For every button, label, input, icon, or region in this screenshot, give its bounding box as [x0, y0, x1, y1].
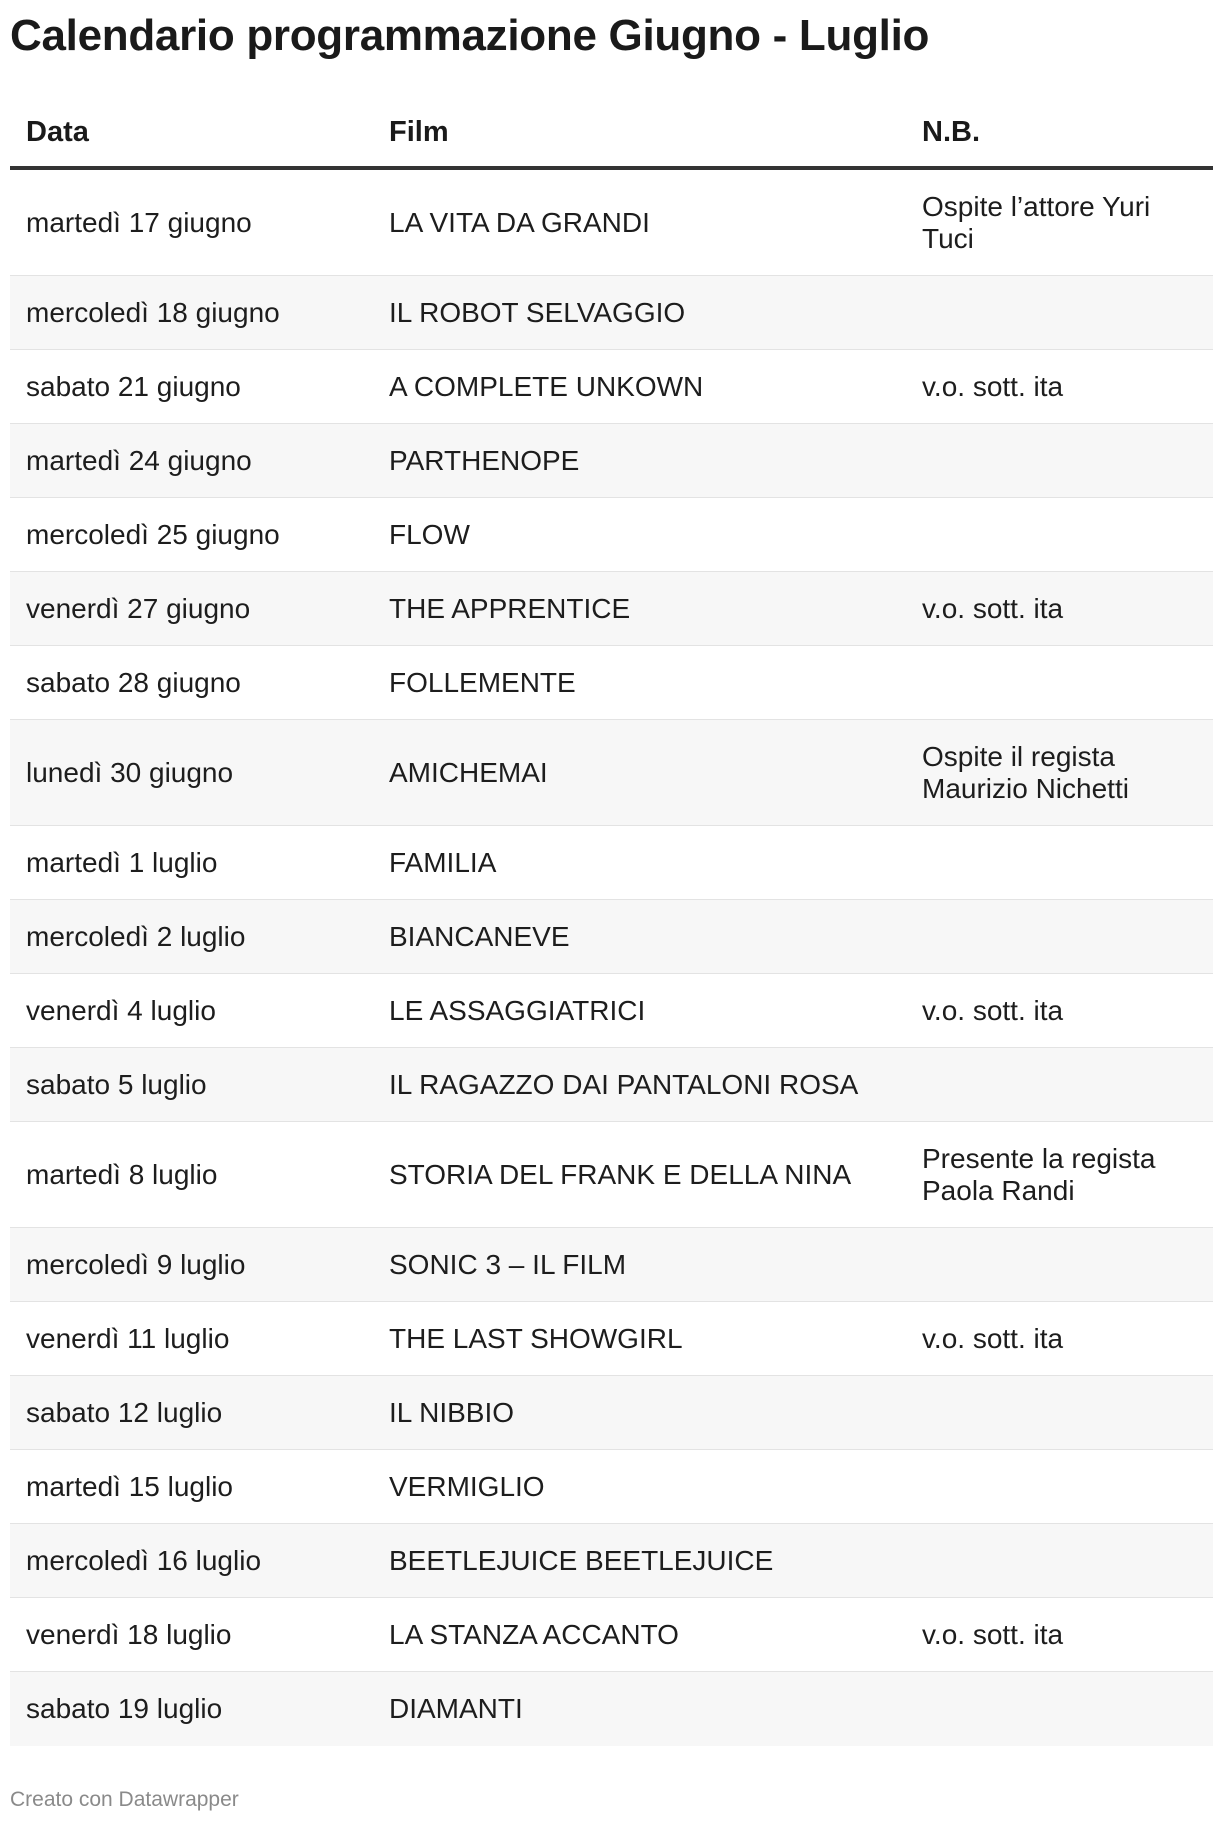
table-row — [10, 1672, 1213, 1746]
cell-nb: v.o. sott. ita — [922, 592, 1064, 624]
schedule-table — [10, 98, 1213, 1746]
cell-film: THE APPRENTICE — [389, 592, 631, 624]
table-row — [10, 1524, 1213, 1598]
cell-film: FAMILIA — [389, 846, 497, 878]
cell-date: mercoledì 16 luglio — [26, 1544, 262, 1576]
cell-date: venerdì 4 luglio — [26, 994, 216, 1026]
page-title: Calendario programmazione Giugno - Luglio — [10, 11, 930, 60]
table-row — [10, 1228, 1213, 1302]
table-row — [10, 1302, 1213, 1376]
table-row — [10, 646, 1213, 720]
table-row — [10, 1048, 1213, 1122]
table-header — [10, 98, 1213, 170]
cell-film: IL NIBBIO — [389, 1396, 515, 1428]
header-nb[interactable]: N.B. — [922, 115, 980, 148]
table-row — [10, 276, 1213, 350]
cell-date: sabato 5 luglio — [26, 1068, 207, 1100]
table-row — [10, 720, 1213, 826]
table-row — [10, 572, 1213, 646]
cell-film: A COMPLETE UNKOWN — [389, 370, 704, 402]
cell-date: sabato 21 giugno — [26, 370, 241, 402]
cell-date: mercoledì 2 luglio — [26, 920, 246, 952]
table-row — [10, 900, 1213, 974]
cell-date: martedì 1 luglio — [26, 846, 218, 878]
cell-date: sabato 19 luglio — [26, 1693, 223, 1724]
cell-date: venerdì 18 luglio — [26, 1618, 232, 1650]
cell-date: venerdì 27 giugno — [26, 592, 251, 624]
cell-film: LA VITA DA GRANDI — [389, 206, 650, 238]
table-row — [10, 350, 1213, 424]
cell-film: IL RAGAZZO DAI PANTALONI ROSA — [389, 1068, 859, 1100]
cell-date: mercoledì 9 luglio — [26, 1248, 246, 1280]
cell-film: LE ASSAGGIATRICI — [389, 994, 646, 1026]
table-row — [10, 1122, 1213, 1228]
cell-film: VERMIGLIO — [389, 1470, 545, 1502]
cell-date: venerdì 11 luglio — [26, 1322, 230, 1354]
table-row — [10, 1450, 1213, 1524]
cell-film: IL ROBOT SELVAGGIO — [389, 296, 686, 328]
cell-film: FOLLEMENTE — [389, 666, 576, 698]
cell-film: PARTHENOPE — [389, 444, 580, 476]
cell-nb: Ospite il regista Maurizio Nichetti — [922, 740, 1129, 804]
cell-date: martedì 8 luglio — [26, 1158, 218, 1190]
cell-film: THE LAST SHOWGIRL — [389, 1322, 683, 1354]
footer-credit: Creato con Datawrapper — [10, 1788, 239, 1811]
cell-date: mercoledì 25 giugno — [26, 518, 280, 550]
cell-nb: v.o. sott. ita — [922, 1322, 1064, 1354]
table-row — [10, 1598, 1213, 1672]
table-row — [10, 974, 1213, 1048]
cell-date: martedì 24 giugno — [26, 444, 252, 476]
cell-nb: v.o. sott. ita — [922, 994, 1064, 1026]
cell-nb: Presente la regista Paola Randi — [922, 1142, 1156, 1206]
cell-film: SONIC 3 – IL FILM — [389, 1248, 627, 1280]
cell-date: sabato 12 luglio — [26, 1396, 223, 1428]
header-film[interactable]: Film — [389, 115, 449, 148]
table-row — [10, 424, 1213, 498]
cell-film: LA STANZA ACCANTO — [389, 1618, 679, 1650]
cell-film: BIANCANEVE — [389, 920, 570, 952]
cell-date: lunedì 30 giugno — [26, 756, 234, 788]
table-row — [10, 826, 1213, 900]
cell-nb: Ospite l’attore Yuri Tuci — [922, 190, 1151, 254]
cell-nb: v.o. sott. ita — [922, 1618, 1064, 1650]
table-row — [10, 170, 1213, 276]
table-row — [10, 498, 1213, 572]
cell-film: AMICHEMAI — [389, 756, 548, 788]
cell-date: sabato 28 giugno — [26, 666, 241, 698]
cell-nb: v.o. sott. ita — [922, 370, 1064, 402]
cell-film: STORIA DEL FRANK E DELLA NINA — [389, 1158, 852, 1190]
cell-film: FLOW — [389, 518, 470, 550]
cell-film: DIAMANTI — [389, 1693, 523, 1724]
cell-date: martedì 15 luglio — [26, 1470, 234, 1502]
table-row — [10, 1376, 1213, 1450]
table-body — [10, 170, 1213, 1746]
cell-date: mercoledì 18 giugno — [26, 296, 280, 328]
cell-film: BEETLEJUICE BEETLEJUICE — [389, 1544, 774, 1576]
header-date[interactable]: Data — [26, 115, 89, 148]
cell-date: martedì 17 giugno — [26, 206, 252, 238]
